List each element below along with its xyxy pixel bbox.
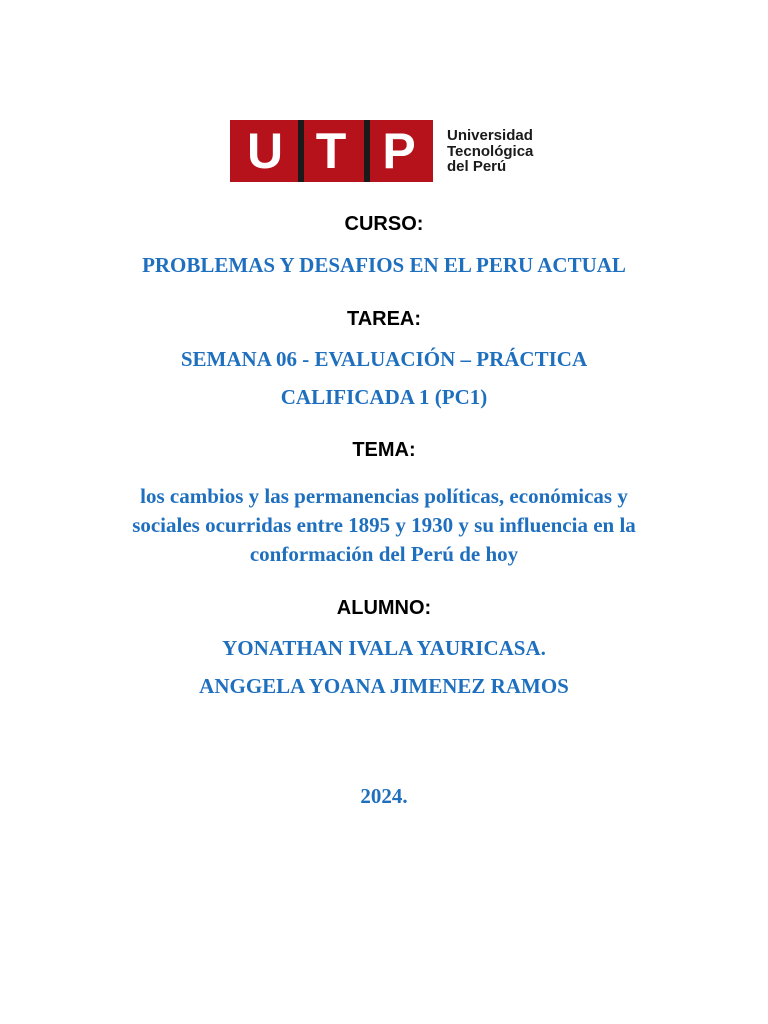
curso-label: CURSO: [344, 213, 424, 235]
logo-letter-p: P [382, 123, 416, 179]
logo-separator [298, 120, 304, 182]
curso-value: PROBLEMAS Y DESAFIOS EN EL PERU ACTUAL [142, 253, 626, 277]
alumno-name: YONATHAN IVALA YAURICASA. [222, 636, 546, 660]
tarea-label: TAREA: [346, 308, 422, 330]
tema-value: los cambios y las permanencias políticas, económicas y sociales ocurridas entre 1895 y 1930 y su influencia en la conformación del Perú de hoy [132, 484, 636, 566]
logo-wordmark [447, 128, 540, 175]
logo-text-line: Universidad [447, 128, 533, 144]
alumno-label: ALUMNO: [336, 597, 432, 619]
tema-label: TEMA: [352, 439, 416, 461]
tarea-value-line2: CALIFICADA 1 (PC1) [280, 385, 488, 409]
alumno-name: ANGGELA YOANA JIMENEZ RAMOS [199, 674, 569, 698]
logo-separator [364, 120, 370, 182]
logo-letter-u: U [246, 123, 284, 179]
logo-letter-t: T [315, 123, 347, 179]
logo-text-line: del Perú [447, 158, 507, 175]
logo-red-block [230, 120, 433, 182]
year: 2024. [360, 784, 408, 808]
utp-logo [230, 120, 540, 182]
logo-text-line: Tecnológica [447, 142, 534, 160]
tarea-value-line1: SEMANA 06 - EVALUACIÓN – PRÁCTICA [180, 347, 588, 371]
